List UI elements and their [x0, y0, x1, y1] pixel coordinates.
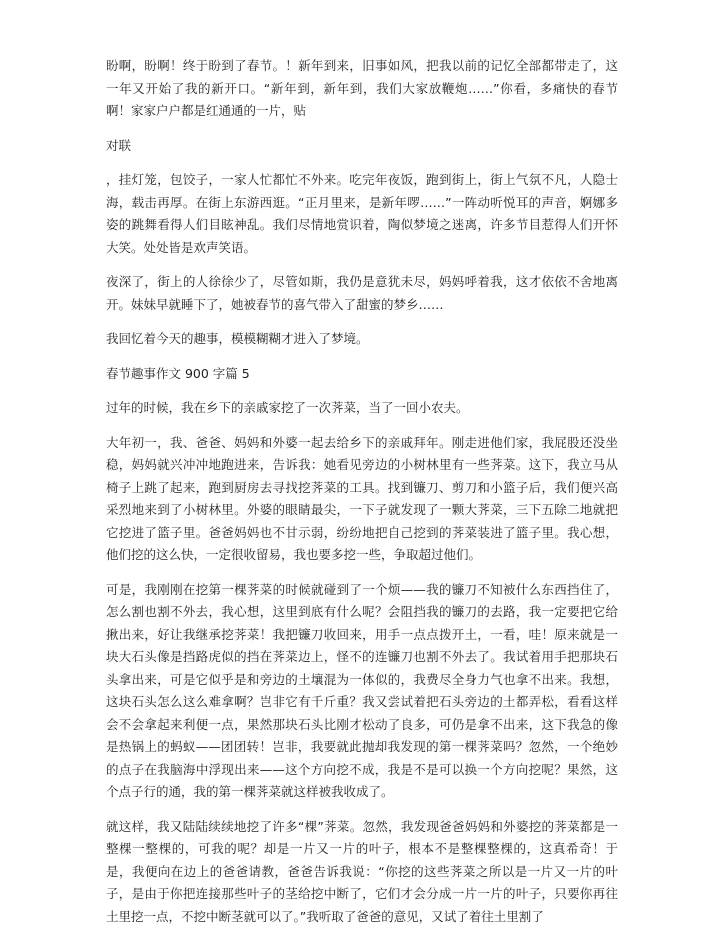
paragraph-festival-night: ，挂灯笼，包饺子，一家人忙都忙不外来。吃完年夜饭，跑到街上，街上气氛不凡，人隐士海，载击再厚。在街上东游西逛。“正月里来，是新年啰……”一阵动听悦耳的声音，婀娜多姿的跳舞看得人们目眩神乱。我们尽情地赏识着，陶似梦境之迷离，许多节目惹得人们开怀大笑。处处皆是欢声笑语。 — [106, 172, 618, 255]
paragraph-visit-relatives: 大年初一，我、爸爸、妈妈和外婆一起去给乡下的亲戚拜年。刚走进他们家，我屁股还没坐稳，妈妈就兴冲冲地跑进来，告诉我：她看见旁边的小树林里有一些荠菜。这下，我立马从椅子上跳了起来，跑到厨房去寻找挖荠菜的工具。找到镰刀、剪刀和小篮子后，我们便兴高采烈地来到了小树林里。外婆的眼睛最尖，一下子就发现了一颗大荠菜，三下五除二地就把它挖进了篮子里。爸爸妈妈也不甘示弱，纷纷地把自己挖到的荠菜装进了篮子里。我心想，他们挖的这么快，一定很收留易，我也要多挖一些，争取超过他们。 — [106, 434, 618, 562]
paragraph-dream: 我回忆着今天的趣事，模模糊糊才进入了梦境。 — [106, 331, 369, 346]
paragraph-dad-advice: 就这样，我又陆陆续续地挖了许多“棵”荠菜。忽然，我发现爸爸妈妈和外婆挖的荠菜都是一整棵一整棵的，可我的呢？却是一片又一片的叶子，根本不是整棵整棵的，这真希奇！于是，我便向在边上的爸爸请教，爸爸告诉我说：“你挖的这些荠菜之所以是一片又一片的叶子，是由于你把连接那些叶子的茎给挖中断了，它们才会分成一片一片的叶子，只要你再往土里挖一点，不挖中断茎就可以了。”我听取了爸爸的意见，又试了着往土里割了 — [106, 818, 618, 924]
paragraph-stone-problem: 可是，我刚刚在挖第一棵荠菜的时候就碰到了一个烦——我的镰刀不知被什么东西挡住了，怎么割也割不外去，我心想，这里到底有什么呢？会阻挡我的镰刀的去路，我一定要把它给揪出来，好让我继承挖荠菜！我把镰刀收回来，用手一点点拨开土，一看，哇！原来就是一块大石头像是挡路虎似的挡在荠菜边上，怪不的连镰刀也割不外去了。我试着用手把那块石头拿出来，可是它似乎是和旁边的土壤混为一体似的，我费尽全身力气也拿不出来。我想，这块石头怎么这么难拿啊？岂非它有千斤重？我又尝试着把石头旁边的土都弄松，看看这样会不会拿起来利便一点，果然那块石头比刚才松动了良多，可仍是拿不出来，这下我急的像是热锅上的蚂蚁——团团转！岂非，我要就此抛却我发现的第一棵荠菜吗？忽然，一个绝妙的点子在我脑海中浮现出来——这个方向挖不成，我是不是可以换一个方向挖呢？果然，这个点子行的通，我的第一棵荠菜就这样被我收成了。 — [106, 581, 618, 799]
section-title: 春节趣事作文 900 字篇 5 — [106, 365, 250, 381]
document-page — [106, 55, 618, 940]
paragraph-new-year-intro: 盼啊，盼啊！终于盼到了春节。！新年到来，旧事如风，把我以前的记忆全部都带走了，这一年又开始了我的新开口。“新年到，新年到，我们大家放鞭炮……”你看，多痛快的春节啊！家家户户都是红通通的一片，贴 — [106, 58, 618, 118]
paragraph-late-night: 夜深了，街上的人徐徐少了，尽管如斯，我仍是意犹未尽，妈妈呼着我，这才依依不舍地离开。妹妹早就睡下了，她被春节的喜气带入了甜蜜的梦乡…… — [106, 274, 618, 312]
paragraph-couplets: 对联 — [106, 137, 132, 153]
paragraph-farmer-intro: 过年的时候，我在乡下的亲戚家挖了一次荠菜，当了一回小农夫。 — [106, 400, 469, 415]
